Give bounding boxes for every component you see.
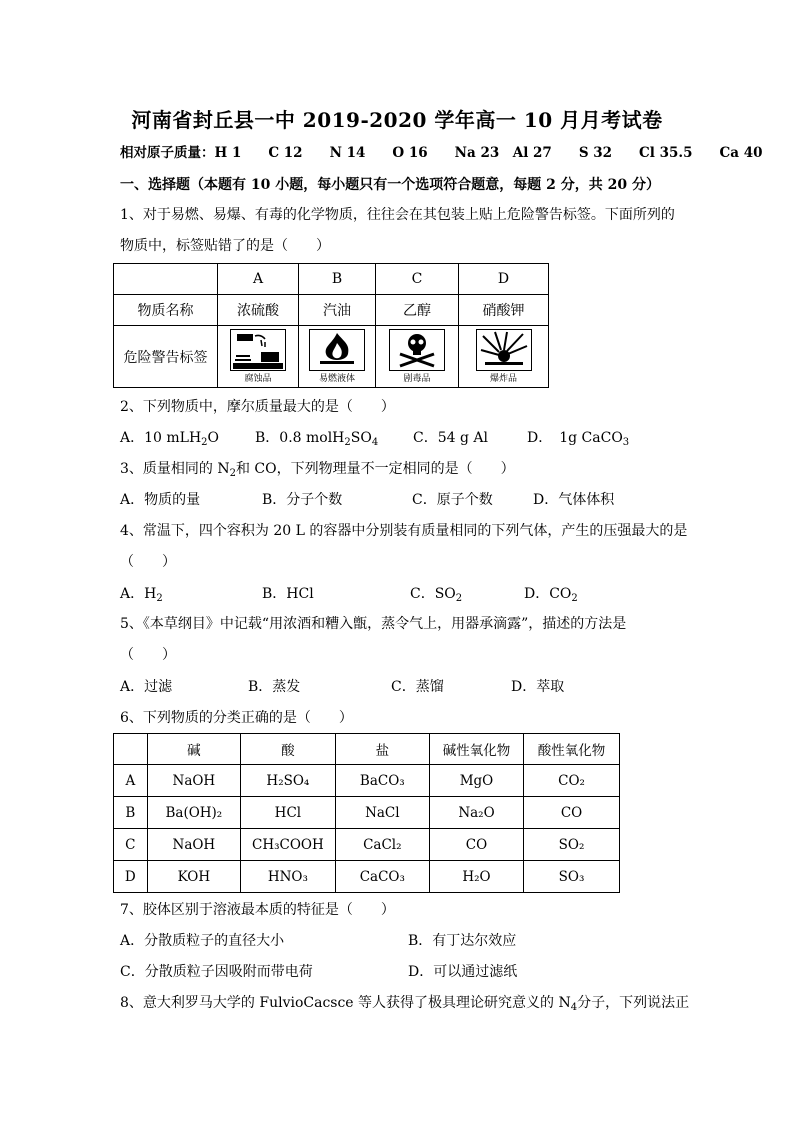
table-cell: NaOH [147, 765, 240, 797]
table-cell: B [114, 797, 148, 829]
q5-stem-line1: 5、《本草纲目》中记载“用浓酒和糟入甑，蒸令气上，用器承滴露”，描述的方法是 [120, 616, 627, 632]
col-header-c: C [376, 264, 459, 295]
header-cell: 碱性氧化物 [429, 734, 523, 765]
header-cell: 碱 [147, 734, 240, 765]
q3-option-d: D．气体体积 [533, 492, 615, 508]
table-cell: CH₃COOH [241, 829, 336, 861]
q4-option-d: D．$CO_2$ [524, 586, 578, 604]
q3-stem: 3、质量相同的 $N_2$和 CO，下列物理量不一定相同的是（ ） [120, 461, 515, 479]
q7-option-b: B．有丁达尔效应 [408, 933, 517, 949]
table-cell: H₂O [429, 861, 523, 893]
q5-option-a: A．过滤 [120, 679, 173, 695]
table-cell: H₂SO₄ [241, 765, 336, 797]
table-cell: D [114, 861, 148, 893]
q7-option-a: A．分散质粒子的直径大小 [120, 933, 285, 949]
q7-option-c: C．分散质粒子因吸附而带电荷 [120, 964, 313, 980]
hazard-cell-b [299, 326, 376, 388]
hazard-cell-d [459, 326, 549, 388]
row-label-hazard: 危险警告标签 [114, 326, 218, 388]
row-label-name: 物质名称 [114, 295, 218, 326]
corrosive-icon [230, 329, 286, 384]
header-cell [114, 734, 148, 765]
table-cell: CaCO₃ [335, 861, 429, 893]
hazard-label-table [113, 263, 549, 388]
q1-stem-line1: 1、对于易燃、易爆、有毒的化学物质，往往会在其包装上贴上危险警告标签。下面所列的 [120, 207, 675, 223]
table-cell: MgO [429, 765, 523, 797]
substance-b: 汽油 [299, 295, 376, 326]
q2-stem: 2、下列物质中，摩尔质量最大的是（ ） [120, 399, 395, 415]
table-cell: SO₃ [524, 861, 620, 893]
table-cell: A [114, 765, 148, 797]
q4-option-b: B．HCl [262, 586, 314, 602]
classification-table [113, 733, 620, 893]
col-header-d: D [459, 264, 549, 295]
q4-option-a: A．$H_2$ [120, 586, 163, 604]
flame-icon [309, 329, 365, 384]
hazard-cell-a [218, 326, 299, 388]
table-cell: C [114, 829, 148, 861]
table-cell: CaCl₂ [335, 829, 429, 861]
substance-a: 浓硫酸 [218, 295, 299, 326]
table-row [114, 829, 620, 861]
explosive-icon [476, 329, 532, 384]
label-c: 剧毒品 [403, 373, 431, 384]
table-cell: NaCl [335, 797, 429, 829]
q4-stem-line1: 4、常温下，四个容积为 20 L 的容器中分别装有质量相同的下列气体，产生的压强最大的是 [120, 523, 688, 539]
skull-icon [389, 329, 445, 384]
header-cell: 酸性氧化物 [524, 734, 620, 765]
q4-option-c: C．$SO_2$ [410, 586, 463, 604]
table-row [114, 765, 620, 797]
q3-option-b: B．分子个数 [262, 492, 343, 508]
header-cell: 酸 [241, 734, 336, 765]
table-row [114, 797, 620, 829]
q4-stem-line2: （ ） [120, 554, 176, 570]
table-cell: NaOH [147, 829, 240, 861]
page-title: 河南省封丘县一中 2019-2020 学年高一 10 月月考试卷 [131, 108, 663, 132]
col-header-b: B [299, 264, 376, 295]
substance-c: 乙醇 [376, 295, 459, 326]
table-cell: CO [429, 829, 523, 861]
table-cell: Na₂O [429, 797, 523, 829]
q2-option-c: C．54 g Al [413, 430, 488, 446]
q7-option-d: D．可以通过滤纸 [408, 964, 518, 980]
table-corner [114, 264, 218, 295]
q5-option-c: C．蒸馏 [391, 679, 444, 695]
q3-option-a: A．物质的量 [120, 492, 201, 508]
label-d: 爆炸品 [489, 373, 517, 384]
q3-option-c: C．原子个数 [412, 492, 493, 508]
section-heading: 一、选择题（本题有 10 小题，每小题只有一个选项符合题意，每题 2 分，共 20 分） [120, 177, 660, 193]
table-cell: CO₂ [524, 765, 620, 797]
q2-option-a: A．10 mLH$_2$O [120, 430, 220, 448]
q8-stem: 8、意大利罗马大学的 FulvioCacsce 等人获得了极具理论研究意义的 $N_4$分子，下列说法正 [120, 995, 690, 1013]
q2-option-b: B．0.8 $molH_2SO_4$ [255, 430, 379, 448]
table-cell: SO₂ [524, 829, 620, 861]
q5-option-b: B．蒸发 [248, 679, 301, 695]
q2-option-d: D． 1g CaCO$_3$ [527, 430, 630, 448]
substance-d: 硝酸钾 [459, 295, 549, 326]
table-row [114, 861, 620, 893]
table-cell: KOH [147, 861, 240, 893]
q5-option-d: D．萃取 [511, 679, 565, 695]
atomic-masses: 相对原子质量：H 1 C 12 N 14 O 16 Na 23 Al 27 S 32 Cl 35.5 Ca 40 [120, 145, 763, 161]
table-cell: BaCO₃ [335, 765, 429, 797]
table-cell: CO [524, 797, 620, 829]
table-cell: Ba(OH)₂ [147, 797, 240, 829]
table-cell: HCl [241, 797, 336, 829]
q1-stem-line2: 物质中，标签贴错了的是（ ） [120, 238, 330, 254]
q7-stem: 7、胶体区别于溶液最本质的特征是（ ） [120, 902, 395, 918]
label-b: 易燃液体 [318, 373, 355, 384]
q6-stem: 6、下列物质的分类正确的是（ ） [120, 710, 353, 726]
table-cell: HNO₃ [241, 861, 336, 893]
header-cell: 盐 [335, 734, 429, 765]
hazard-cell-c [376, 326, 459, 388]
q5-stem-line2: （ ） [120, 647, 176, 663]
col-header-a: A [218, 264, 299, 295]
label-a: 腐蚀品 [244, 373, 272, 384]
